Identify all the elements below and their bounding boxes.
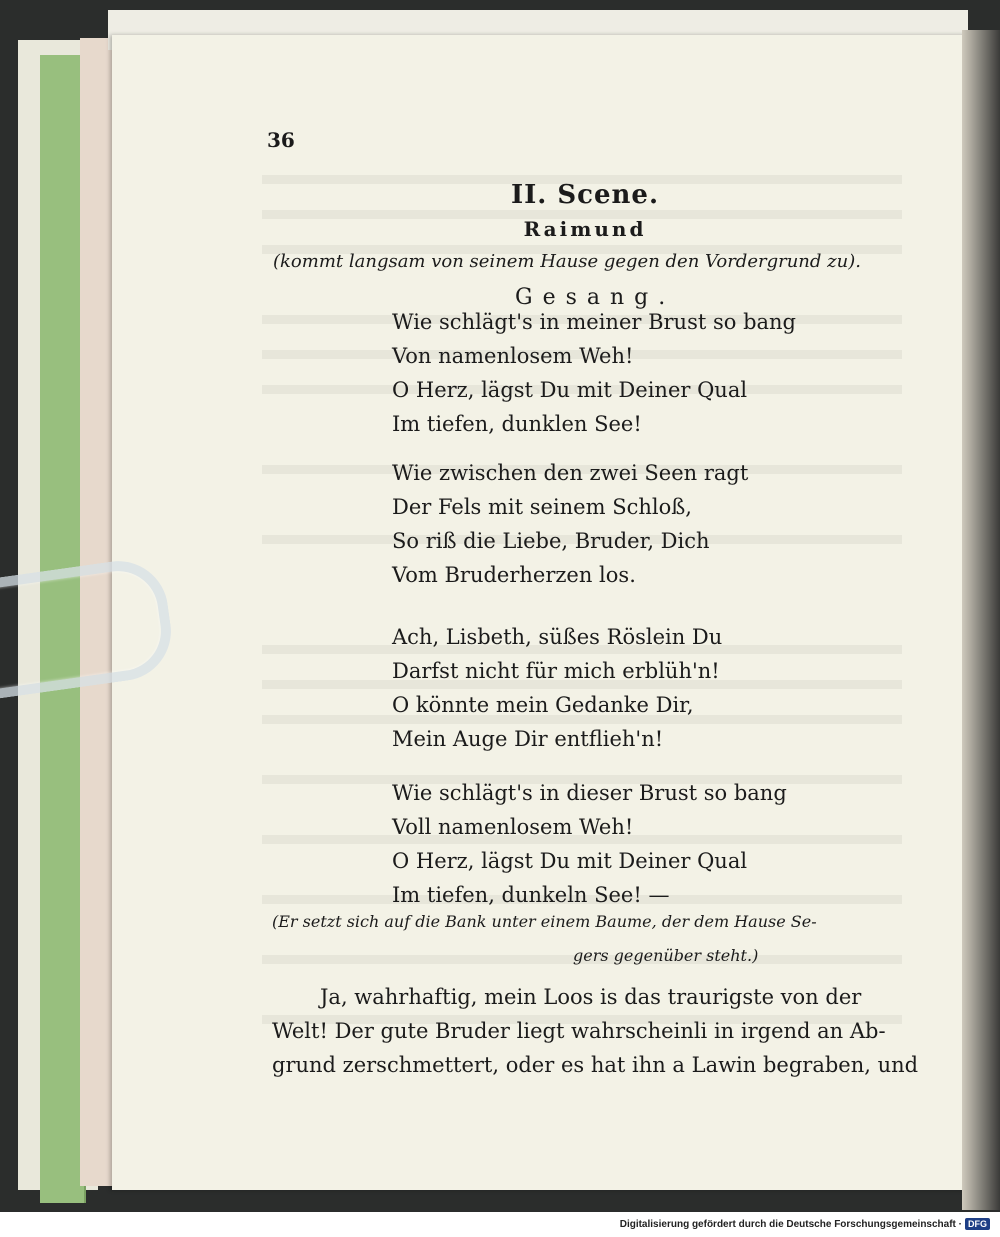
verse-line: Von namenlosem Weh! [392, 344, 634, 368]
digitization-footer [620, 1218, 990, 1230]
verse-line: Voll namenlosem Weh! [392, 815, 634, 839]
verse-line: Darfst nicht für mich erblüh'n! [392, 659, 720, 683]
footer-text: Digitalisierung gefördert durch die Deutsche Forschungsgemeinschaft · [619, 1219, 962, 1230]
stage-direction-line: (Er setzt sich auf die Bank unter einem Baume, der dem Hause Se- [272, 912, 817, 931]
verse-line: Im tiefen, dunklen See! [392, 412, 642, 436]
prose-line: Ja, wahrhaftig, mein Loos is das traurigste von der [320, 985, 862, 1009]
verse-line: So riß die Liebe, Bruder, Dich [392, 529, 710, 553]
page-number: 36 [267, 128, 295, 152]
character-name: Raimund [523, 217, 647, 241]
song-heading: Gesang. [515, 285, 676, 310]
stage-direction-line: gers gegenüber steht.) [573, 946, 759, 965]
dfg-logo: DFG [965, 1218, 990, 1230]
verse-line: Wie schlägt's in meiner Brust so bang [392, 310, 796, 334]
verse-line: Vom Bruderherzen los. [392, 563, 636, 587]
prose-line: Welt! Der gute Bruder liegt wahrscheinli in irgend an Ab- [272, 1019, 886, 1043]
verse-line: Wie zwischen den zwei Seen ragt [392, 461, 749, 485]
prose-line: grund zerschmettert, oder es hat ihn a Lawin begraben, und [272, 1053, 919, 1077]
scene-title: II. Scene. [510, 180, 660, 210]
verse-line: O Herz, lägst Du mit Deiner Qual [392, 849, 748, 873]
verse-line: Wie schlägt's in dieser Brust so bang [392, 781, 787, 805]
verse-line: Ach, Lisbeth, süßes Röslein Du [392, 625, 723, 649]
stage-direction: (kommt langsam von seinem Hause gegen den Vordergrund zu). [273, 251, 861, 272]
verse-line: Im tiefen, dunkeln See! — [392, 883, 670, 907]
verse-line: Der Fels mit seinem Schloß, [392, 495, 692, 519]
verse-line: O könnte mein Gedanke Dir, [392, 693, 694, 717]
verse-line: O Herz, lägst Du mit Deiner Qual [392, 378, 748, 402]
verse-line: Mein Auge Dir entflieh'n! [392, 727, 664, 751]
